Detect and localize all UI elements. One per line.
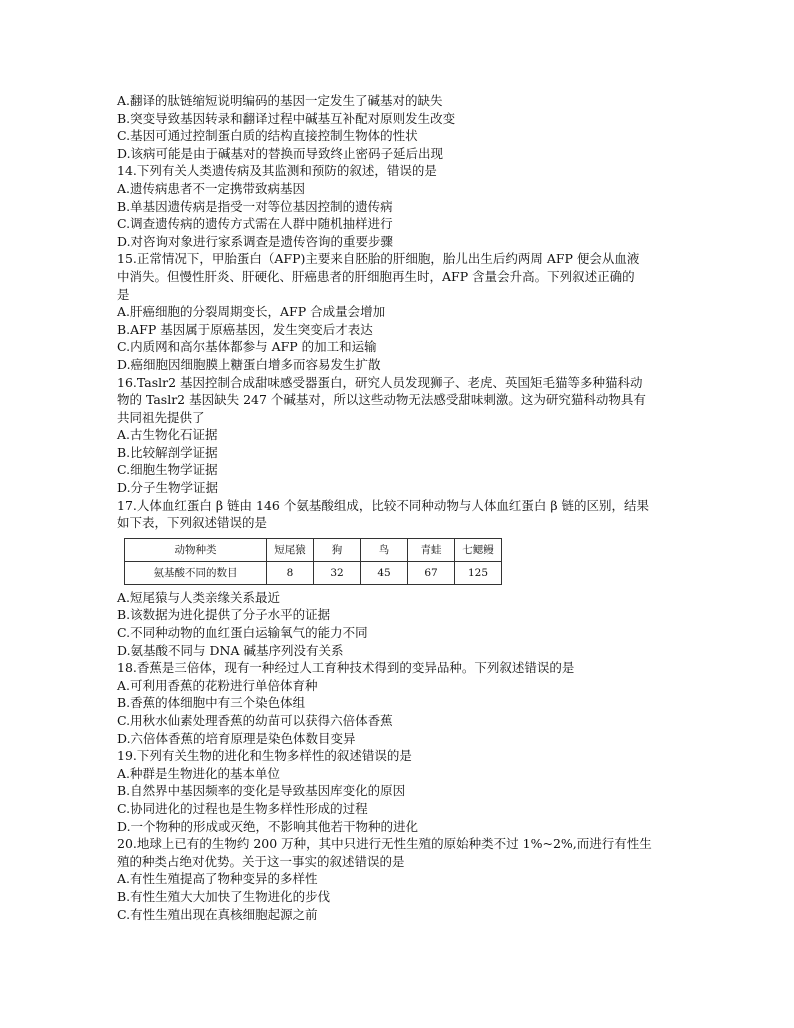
option-20c: C.有性生殖出现在真核细胞起源之前 [117, 906, 318, 922]
question-15-line1: 15.正常情况下，甲胎蛋白（AFP)主要来自胚胎的肝细胞，胎儿出生后约两周 AFP 便会从血液 [117, 251, 640, 267]
question-17-line1: 17.人体血红蛋白 β 链由 146 个氨基酸组成，比较不同种动物与人体血红蛋白 β 链的区别，结果 [117, 497, 650, 513]
table-header-row [125, 538, 502, 561]
table-value-cell: 8 [267, 561, 314, 584]
text-block-top [117, 92, 687, 532]
question-20-line1: 20.地球上已有的生物约 200 万种，其中只进行无性生殖的原始种类不过 1%~2%,而进行有性生 [117, 836, 652, 852]
exam-page [117, 92, 687, 923]
option-20a: A.有性生殖提高了物种变异的多样性 [117, 871, 318, 887]
option-15a: A.肝癌细胞的分裂周期变长，AFP 合成量会增加 [117, 304, 386, 320]
question-16-line2: 物的 Taslr2 基因缺失 247 个碱基对，所以这些动物无法感受甜味刺激。这为研究猫科动物具有 [117, 392, 646, 408]
option-18c: C.用秋水仙素处理香蕉的幼苗可以获得六倍体香蕉 [117, 713, 393, 728]
table-animal-cell: 短尾猿 [267, 538, 314, 561]
option-19c: C.协同进化的过程也是生物多样性形成的过程 [117, 800, 368, 816]
option-17a: A.短尾猿与人类亲缘关系最近 [117, 589, 281, 605]
table-value-cell: 67 [408, 561, 455, 584]
table-value-row [125, 561, 502, 584]
question-20-line2: 殖的种类占绝对优势。关于这一事实的叙述错误的是 [117, 853, 405, 869]
option-20b: B.有性生殖大大加快了生物进化的步伐 [117, 888, 331, 904]
text-block-bottom [117, 589, 687, 923]
question-14: 14.下列有关人类遗传病及其监测和预防的叙述，错误的是 [117, 163, 437, 179]
option-19b: B.自然界中基因频率的变化是导致基因库变化的原因 [117, 783, 406, 799]
option-15d: D.癌细胞因细胞膜上糖蛋白增多而容易发生扩散 [117, 356, 381, 372]
table-animal-cell: 狗 [314, 538, 361, 561]
option-16c: C.细胞生物学证据 [117, 462, 218, 478]
table-animal-cell: 鸟 [361, 538, 408, 561]
option-13b: B.突变导致基因转录和翻译过程中碱基互补配对原则发生改变 [117, 110, 456, 126]
option-17b: B.该数据为进化提供了分子水平的证据 [117, 607, 331, 623]
option-19a: A.种群是生物进化的基本单位 [117, 765, 281, 781]
option-13d: D.该病可能是由于碱基对的替换而导致终止密码子延后出现 [117, 145, 444, 161]
table-header-label: 动物种类 [125, 538, 267, 561]
option-18b: B.香蕉的体细胞中有三个染色体组 [117, 695, 306, 711]
question-18: 18.香蕉是三倍体，现有一种经过人工育种技术得到的变异品种。下列叙述错误的是 [117, 660, 575, 676]
table-value-cell: 125 [455, 561, 502, 584]
question-16-line1: 16.Taslr2 基因控制合成甜味感受器蛋白，研究人员发现狮子、老虎、英国矩毛猫等多种猫科动 [117, 374, 643, 390]
option-16b: B.比较解剖学证据 [117, 444, 218, 460]
option-14b: B.单基因遗传病是指受一对等位基因控制的遗传病 [117, 198, 393, 214]
question-15-line3: 是 [117, 286, 130, 302]
option-14c: C.调查遗传病的遗传方式需在人群中随机抽样进行 [117, 216, 393, 232]
option-14a: A.遗传病患者不一定携带致病基因 [117, 180, 306, 196]
option-15c: C.内质网和高尔基体都参与 AFP 的加工和运输 [117, 339, 377, 355]
option-13c: C.基因可通过控制蛋白质的结构直接控制生物体的性状 [117, 128, 418, 144]
option-18a: A.可利用香蕉的花粉进行单倍体育种 [117, 677, 318, 693]
question-17-line2: 如下表，下列叙述错误的是 [117, 515, 268, 531]
option-16a: A.古生物化石证据 [117, 427, 218, 443]
question-16-line3: 共同祖先提供了 [117, 409, 205, 425]
hemoglobin-comparison-table [124, 538, 502, 585]
option-15b: B.AFP 基因属于原癌基因，发生突变后才表达 [117, 321, 373, 337]
table-value-cell: 32 [314, 561, 361, 584]
option-13a: A.翻译的肽链缩短说明编码的基因一定发生了碱基对的缺失 [117, 93, 443, 108]
option-17c: C.不同种动物的血红蛋白运输氧气的能力不同 [117, 625, 368, 641]
option-14d: D.对咨询对象进行家系调查是遗传咨询的重要步骤 [117, 233, 394, 249]
option-19d: D.一个物种的形成或灭绝，不影响其他若干物种的进化 [117, 818, 419, 834]
option-17d: D.氨基酸不同与 DNA 碱基序列没有关系 [117, 642, 344, 658]
question-19: 19.下列有关生物的进化和生物多样性的叙述错误的是 [117, 748, 412, 764]
table-row-label: 氨基酸不同的数目 [125, 561, 267, 584]
option-18d: D.六倍体香蕉的培育原理是染色体数目变异 [117, 730, 356, 746]
table-animal-cell: 青蛙 [408, 538, 455, 561]
comparison-table-wrap [124, 538, 687, 585]
option-16d: D.分子生物学证据 [117, 480, 219, 496]
table-value-cell: 45 [361, 561, 408, 584]
question-15-line2: 中消失。但慢性肝炎、肝硬化、肝癌患者的肝细胞再生时，AFP 含量会升高。下列叙述正确的 [117, 268, 635, 284]
table-animal-cell: 七鳃鳗 [455, 538, 502, 561]
